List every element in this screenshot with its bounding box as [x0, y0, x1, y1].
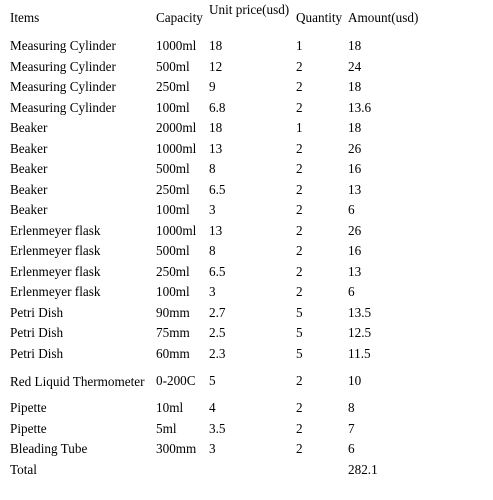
- total-label: Total: [10, 461, 37, 477]
- unit-price-cell: 18: [209, 120, 223, 136]
- quantity-cell: 5: [296, 304, 303, 320]
- amount-cell: 6: [348, 441, 355, 457]
- capacity-cell: 100ml: [156, 284, 190, 300]
- capacity-cell: 500ml: [156, 243, 190, 259]
- amount-cell: 24: [348, 58, 362, 74]
- item-cell: Bleading Tube: [10, 441, 88, 457]
- price-table: [10, 2, 470, 480]
- table-row: [10, 36, 470, 57]
- table-row: [10, 200, 470, 221]
- unit-price-cell: 12: [209, 58, 223, 74]
- amount-cell: 10: [348, 373, 362, 388]
- table-row: [10, 221, 470, 242]
- quantity-cell: 5: [296, 325, 303, 341]
- capacity-cell: 300mm: [156, 441, 197, 457]
- table-row: [10, 180, 470, 201]
- amount-cell: 18: [348, 120, 362, 136]
- unit-price-cell: 2.5: [209, 325, 226, 341]
- amount-cell: 13: [348, 181, 362, 197]
- total-amount: 282.1: [348, 461, 378, 477]
- table-row: [10, 364, 470, 398]
- amount-cell: 13.5: [348, 304, 372, 320]
- table-row: [10, 241, 470, 262]
- quantity-cell: 2: [296, 284, 303, 300]
- capacity-cell: 5ml: [156, 420, 177, 436]
- capacity-cell: 100ml: [156, 99, 190, 115]
- capacity-cell: 250ml: [156, 263, 190, 279]
- header-unit-price: Unit price(usd): [209, 2, 290, 17]
- unit-price-cell: 6.5: [209, 263, 226, 279]
- table-row: [10, 419, 470, 440]
- table-row: [10, 303, 470, 324]
- quantity-cell: 2: [296, 58, 303, 74]
- table-row: [10, 344, 470, 365]
- item-cell: Measuring Cylinder: [10, 38, 116, 54]
- header-quantity: Quantity: [296, 10, 343, 25]
- unit-price-cell: 5: [209, 373, 216, 388]
- total-quantity-cell: [296, 460, 348, 481]
- item-cell: Measuring Cylinder: [10, 58, 116, 74]
- amount-cell: 26: [348, 140, 362, 156]
- item-cell: Petri Dish: [10, 304, 64, 320]
- capacity-cell: 2000ml: [156, 120, 197, 136]
- amount-cell: 6: [348, 202, 355, 218]
- item-cell: Petri Dish: [10, 325, 64, 341]
- item-cell: Pipette: [10, 400, 47, 416]
- table-row: [10, 77, 470, 98]
- capacity-cell: 1000ml: [156, 38, 197, 54]
- unit-price-cell: 2.7: [209, 304, 226, 320]
- unit-price-cell: 3: [209, 441, 216, 457]
- amount-cell: 18: [348, 79, 362, 95]
- amount-cell: 26: [348, 222, 362, 238]
- unit-price-cell: 13: [209, 222, 223, 238]
- unit-price-cell: 13: [209, 140, 223, 156]
- capacity-cell: 250ml: [156, 79, 190, 95]
- item-cell: Beaker: [10, 202, 48, 218]
- header-capacity: Capacity: [156, 10, 203, 25]
- item-cell: Beaker: [10, 181, 48, 197]
- header-amount: Amount(usd): [348, 10, 419, 25]
- unit-price-cell: 3: [209, 202, 216, 218]
- item-cell: Red Liquid Thermometer: [10, 373, 145, 389]
- item-cell: Erlenmeyer flask: [10, 263, 101, 279]
- quantity-cell: 2: [296, 79, 303, 95]
- table-row: [10, 398, 470, 419]
- capacity-cell: 60mm: [156, 345, 190, 361]
- total-capacity-cell: [156, 460, 209, 481]
- item-cell: Measuring Cylinder: [10, 99, 116, 115]
- amount-cell: 13: [348, 263, 362, 279]
- quantity-cell: 1: [296, 120, 303, 136]
- table-row: [10, 57, 470, 78]
- unit-price-cell: 6.5: [209, 181, 226, 197]
- capacity-cell: 500ml: [156, 161, 190, 177]
- item-cell: Beaker: [10, 140, 48, 156]
- amount-cell: 7: [348, 420, 355, 436]
- capacity-cell: 10ml: [156, 400, 184, 416]
- item-cell: Petri Dish: [10, 345, 64, 361]
- table-body: [10, 36, 470, 460]
- total-price-cell: [209, 460, 296, 481]
- unit-price-cell: 4: [209, 400, 216, 416]
- item-cell: Beaker: [10, 161, 48, 177]
- unit-price-cell: 2.3: [209, 345, 226, 361]
- header-items: Items: [10, 10, 40, 25]
- table-row: [10, 282, 470, 303]
- table-row: [10, 159, 470, 180]
- header-row: [10, 2, 470, 36]
- capacity-cell: 1000ml: [156, 222, 197, 238]
- quantity-cell: 2: [296, 441, 303, 457]
- item-cell: Pipette: [10, 420, 47, 436]
- quantity-cell: 2: [296, 181, 303, 197]
- unit-price-cell: 8: [209, 161, 216, 177]
- table-row: [10, 323, 470, 344]
- quantity-cell: 2: [296, 243, 303, 259]
- item-cell: Beaker: [10, 120, 48, 136]
- item-cell: Erlenmeyer flask: [10, 222, 101, 238]
- table-row: [10, 98, 470, 119]
- table-row: [10, 439, 470, 460]
- amount-cell: 16: [348, 161, 362, 177]
- capacity-cell: 250ml: [156, 181, 190, 197]
- amount-cell: 16: [348, 243, 362, 259]
- item-cell: Measuring Cylinder: [10, 79, 116, 95]
- quantity-cell: 2: [296, 222, 303, 238]
- quantity-cell: 2: [296, 373, 303, 388]
- unit-price-cell: 3: [209, 284, 216, 300]
- amount-cell: 18: [348, 38, 362, 54]
- quantity-cell: 2: [296, 202, 303, 218]
- unit-price-cell: 9: [209, 79, 216, 95]
- quantity-cell: 2: [296, 420, 303, 436]
- item-cell: Erlenmeyer flask: [10, 284, 101, 300]
- quantity-cell: 2: [296, 99, 303, 115]
- amount-cell: 8: [348, 400, 355, 416]
- amount-cell: 13.6: [348, 99, 372, 115]
- table-row: [10, 139, 470, 160]
- amount-cell: 11.5: [348, 345, 371, 361]
- unit-price-cell: 6.8: [209, 99, 226, 115]
- capacity-cell: 500ml: [156, 58, 190, 74]
- quantity-cell: 2: [296, 400, 303, 416]
- capacity-cell: 90mm: [156, 304, 190, 320]
- unit-price-cell: 3.5: [209, 420, 226, 436]
- capacity-cell: 1000ml: [156, 140, 197, 156]
- quantity-cell: 2: [296, 140, 303, 156]
- capacity-cell: 0-200C: [156, 373, 196, 388]
- quantity-cell: 2: [296, 263, 303, 279]
- item-cell: Erlenmeyer flask: [10, 243, 101, 259]
- quantity-cell: 2: [296, 161, 303, 177]
- unit-price-cell: 8: [209, 243, 216, 259]
- table-row: [10, 118, 470, 139]
- amount-cell: 12.5: [348, 325, 372, 341]
- table-row: [10, 262, 470, 283]
- total-row: [10, 460, 470, 481]
- quantity-cell: 1: [296, 38, 303, 54]
- amount-cell: 6: [348, 284, 355, 300]
- capacity-cell: 75mm: [156, 325, 190, 341]
- unit-price-cell: 18: [209, 38, 223, 54]
- capacity-cell: 100ml: [156, 202, 190, 218]
- quantity-cell: 5: [296, 345, 303, 361]
